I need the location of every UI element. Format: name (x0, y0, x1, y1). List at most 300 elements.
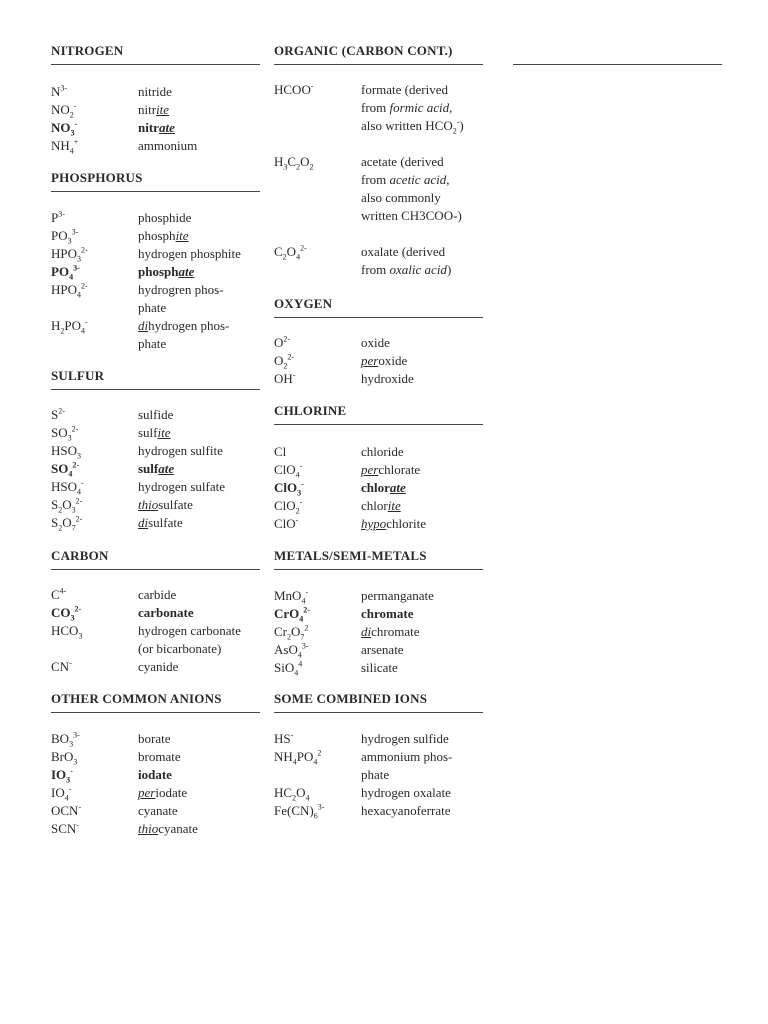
ion-name-line (361, 207, 462, 225)
formula-subscript: 7 (300, 632, 305, 642)
ion-name (138, 784, 187, 802)
formula-charge: 2 (317, 748, 322, 758)
ion-name-text: from (361, 100, 390, 115)
formula-charge: - (81, 478, 84, 488)
ion-row (51, 820, 260, 838)
emphasized-affix: ate (158, 461, 175, 476)
ion-name (361, 352, 407, 370)
ion-name-line (138, 281, 224, 299)
ion-row (274, 605, 483, 623)
ion-name-line (138, 604, 194, 622)
formula-symbol: CN (51, 659, 70, 674)
formula-charge: - (299, 461, 303, 471)
formula-subscript: 2 (295, 506, 300, 516)
ion-name (138, 658, 178, 676)
formula-subscript: 4 (69, 272, 74, 282)
section-carbon (51, 548, 260, 674)
ion-formula (51, 119, 77, 137)
ion-name-line (138, 820, 198, 838)
section-organic (274, 43, 483, 277)
formula-symbol: Fe(CN) (274, 803, 314, 818)
section-phosphorus (51, 170, 260, 351)
formula-subscript: 4 (296, 252, 301, 262)
ion-row (274, 802, 483, 820)
ion-row (51, 784, 260, 802)
formula-symbol: C (287, 154, 297, 169)
formula-charge: 2- (283, 334, 291, 344)
ion-row (51, 460, 260, 478)
formula-charge: 3- (301, 641, 309, 651)
ion-name-text: hydrogen oxalate (361, 785, 451, 800)
ion-formula (51, 83, 67, 101)
formula-symbol: HSO (51, 443, 78, 458)
ion-name (138, 748, 181, 766)
ion-row (51, 137, 260, 155)
ion-formula (274, 748, 321, 766)
formula-charge: - (290, 730, 294, 740)
ion-name-text: iodate (155, 785, 188, 800)
emphasized-affix: ate (389, 480, 406, 495)
ion-name-line (138, 478, 225, 496)
ion-name (361, 153, 462, 225)
ion-row (274, 587, 483, 605)
ion-name-text: sulf (138, 461, 159, 476)
formula-symbol: S (51, 407, 59, 422)
ion-name (361, 659, 398, 677)
ion-name-text: phosphide (138, 210, 192, 225)
ion-name-text: also written HCO (361, 118, 453, 133)
ion-name-text: COO (425, 208, 454, 223)
formula-symbol: MnO (274, 588, 302, 603)
ion-name-text: hydrogen sulfite (138, 443, 223, 458)
formula-charge: 4 (298, 659, 303, 669)
ion-name-text: hydrogen sulfide (361, 731, 449, 746)
ion-row (274, 243, 483, 277)
formula-charge: 2- (58, 406, 65, 416)
ion-name (138, 622, 241, 658)
formula-symbol: ClO (274, 480, 298, 495)
ion-name (138, 101, 169, 119)
ion-name-text: bromate (138, 749, 181, 764)
ion-name-text: written CH (361, 208, 420, 223)
formula-symbol: C (51, 587, 60, 602)
ion-name (138, 586, 176, 604)
formula-charge: 3- (317, 802, 325, 812)
ion-name-line (138, 730, 170, 748)
ion-row (274, 352, 483, 370)
section-metals-semi-metals (274, 548, 483, 678)
ion-name-text: chromate (361, 606, 414, 621)
section-heading: SOME COMBINED IONS (274, 692, 483, 713)
ion-name-line (138, 101, 169, 119)
ion-name-text: (or bicarbonate) (138, 641, 222, 656)
ion-row (274, 784, 483, 802)
ion-formula (274, 370, 295, 388)
formula-charge: 3- (60, 83, 68, 93)
ion-formula (274, 587, 308, 605)
ion-formula (274, 153, 313, 171)
ion-name-text: chlorate (378, 462, 421, 477)
ion-name-text: chlor (361, 498, 388, 513)
formula-subscript: 4 (294, 668, 299, 678)
formula-symbol: CO (51, 605, 71, 620)
ion-name (138, 514, 183, 532)
ion-formula (274, 334, 290, 352)
ion-name-text: sulfate (158, 497, 193, 512)
ion-name (138, 245, 241, 263)
formula-charge: - (69, 658, 72, 668)
ion-name-text: ammonium (138, 138, 198, 153)
ion-formula (51, 766, 73, 784)
formula-charge: - (68, 784, 72, 794)
formula-subscript: 2 (58, 505, 63, 515)
formula-symbol: O (274, 353, 284, 368)
formula-symbol: P (51, 210, 59, 225)
ion-name-line (361, 352, 407, 370)
formula-charge: 2 (304, 623, 309, 633)
ion-name-line (138, 802, 178, 820)
ion-formula (51, 442, 81, 460)
formula-subscript: 3 (67, 236, 72, 246)
ion-name-line (138, 245, 241, 263)
ion-name-text: 3 (419, 208, 426, 223)
formula-subscript: 2 (69, 110, 74, 120)
emphasized-affix: ite (157, 425, 171, 440)
ion-name-line (361, 153, 462, 171)
formula-charge: 2- (74, 604, 82, 614)
formula-symbol: S (51, 497, 59, 512)
ion-row (51, 424, 260, 442)
ion-name-text: ) (446, 262, 452, 277)
ion-name-text: carbide (138, 587, 177, 602)
formula-charge: 3- (58, 209, 65, 219)
formula-charge: 3- (73, 263, 80, 273)
ion-name (138, 227, 189, 245)
ion-formula (274, 443, 286, 461)
ion-name-line (361, 117, 464, 135)
acid-name: acetic acid (389, 172, 447, 187)
formula-subscript: 2 (292, 793, 297, 803)
ion-name (138, 442, 223, 460)
ion-name-text: oxalate (derived (361, 244, 446, 259)
formula-subscript: 4 (297, 650, 302, 660)
ion-formula (51, 245, 88, 263)
emphasized-affix: per (138, 785, 156, 800)
emphasized-affix: hypo (361, 516, 387, 531)
ion-name-line (361, 730, 449, 748)
ion-name-line (361, 748, 452, 766)
formula-symbol: CrO (274, 606, 300, 621)
emphasized-affix: ate (158, 120, 175, 135)
ion-name-text: nitr (138, 120, 159, 135)
ion-name-line (138, 424, 171, 442)
formula-charge: - (305, 587, 309, 597)
section-heading: OXYGEN (274, 297, 483, 318)
ion-name-line (138, 496, 193, 514)
formula-subscript: 2 (58, 523, 63, 533)
formula-charge: 2- (81, 245, 88, 255)
formula-subscript: 2 (283, 361, 288, 371)
ion-name-line (138, 460, 174, 478)
ion-name-line (361, 784, 451, 802)
formula-symbol: BrO (51, 749, 74, 764)
section-heading: CARBON (51, 549, 260, 570)
ion-name-line (138, 748, 181, 766)
ion-name-line (138, 335, 229, 353)
formula-subscript: 2 (452, 126, 457, 136)
ion-name-text: formate (derived (361, 82, 448, 97)
formula-subscript: 3 (78, 631, 83, 641)
formula-symbol: HC (274, 785, 293, 800)
emphasized-affix: di (138, 318, 149, 333)
formula-charge: 2- (75, 514, 83, 524)
formula-symbol: ClO (274, 498, 296, 513)
ion-name-line (361, 497, 401, 515)
ion-row (51, 730, 260, 748)
section-heading: CHLORINE (274, 404, 483, 425)
ion-name (138, 820, 198, 838)
formula-charge: 2- (72, 460, 80, 470)
ion-name-text: borate (138, 731, 171, 746)
ion-name (361, 623, 420, 641)
formula-subscript: 4 (77, 487, 82, 497)
formula-charge: 2- (300, 243, 307, 253)
formula-subscript: 3 (70, 128, 75, 138)
emphasized-affix: di (361, 624, 372, 639)
ion-name-line (138, 263, 194, 281)
blank-section (513, 44, 722, 65)
formula-symbol: IO (51, 767, 67, 782)
ion-name-line (361, 623, 420, 641)
formula-subscript: 2 (309, 162, 314, 172)
ion-name (361, 461, 420, 479)
ion-formula (274, 623, 308, 641)
ion-formula (51, 622, 82, 640)
ion-formula (51, 209, 65, 227)
ion-name-line (361, 802, 451, 820)
ion-row (274, 623, 483, 641)
ion-row (51, 766, 260, 784)
ion-name (138, 424, 171, 442)
ion-name-line (138, 766, 172, 784)
formula-symbol: O (286, 244, 297, 259)
formula-charge: 4- (59, 586, 67, 596)
formula-symbol: O (300, 154, 310, 169)
formula-symbol: HPO (51, 246, 78, 261)
ion-name-line (361, 370, 414, 388)
ion-name-line (138, 406, 173, 424)
formula-symbol: O (62, 497, 72, 512)
ion-name (138, 83, 172, 101)
section-nitrogen (51, 43, 260, 156)
emphasized-affix: di (138, 515, 149, 530)
emphasized-affix: ite (156, 102, 170, 117)
ion-name (361, 497, 401, 515)
ion-name-line (361, 171, 462, 189)
ion-name (138, 281, 224, 317)
formula-charge: - (301, 479, 304, 489)
formula-symbol: Cl (274, 444, 287, 459)
ion-formula (274, 730, 293, 748)
ion-row (274, 479, 483, 497)
section-heading: OTHER COMMON ANIONS (51, 692, 260, 713)
emphasized-affix: ite (175, 228, 189, 243)
ion-row (274, 497, 483, 515)
ion-name (138, 730, 170, 748)
ion-name (361, 802, 451, 820)
ion-formula (274, 352, 294, 370)
ion-name (138, 209, 191, 227)
formula-symbol: ClO (274, 462, 296, 477)
formula-symbol: O (62, 515, 72, 530)
ion-name-line (138, 209, 191, 227)
ion-name-text: , (449, 100, 453, 115)
ion-name-text: sulfide (138, 407, 174, 422)
ion-name-text: also commonly (361, 190, 441, 205)
ion-row (51, 245, 260, 263)
formula-symbol: BO (51, 731, 70, 746)
ion-name-line (361, 81, 464, 99)
emphasized-affix: ite (387, 498, 401, 513)
ion-name (361, 784, 451, 802)
formula-subscript: 3 (297, 488, 302, 498)
formula-subscript: 3 (66, 775, 71, 785)
ion-formula (51, 802, 81, 820)
ion-row (274, 641, 483, 659)
ion-name-text: , (446, 172, 450, 187)
ion-name (361, 334, 390, 352)
ion-name (361, 370, 414, 388)
ion-name-text: hexacyanoferrate (361, 803, 451, 818)
ion-formula (274, 461, 302, 479)
ion-name (138, 766, 172, 784)
formula-charge: 2- (287, 352, 295, 362)
ion-formula (51, 784, 71, 802)
formula-symbol: H (274, 154, 284, 169)
ion-name-text: chloride (361, 444, 404, 459)
ion-name-text: iodate (138, 767, 172, 782)
ion-name-text: ) (457, 208, 462, 223)
formula-symbol: O (274, 335, 284, 350)
formula-symbol: PO (51, 264, 70, 279)
ion-name-line (138, 442, 223, 460)
formula-symbol: O (291, 624, 301, 639)
ion-formula (51, 281, 88, 299)
ion-name-text: phosph (138, 264, 179, 279)
ion-row (274, 748, 483, 782)
formula-symbol: IO (51, 785, 65, 800)
formula-subscript: 7 (71, 523, 76, 533)
formula-subscript: 3 (69, 739, 74, 749)
formula-symbol: HSO (51, 479, 78, 494)
section-heading: ORGANIC (CARBON CONT.) (274, 44, 483, 65)
formula-charge: 2- (303, 605, 310, 615)
formula-symbol: SO (51, 425, 68, 440)
ion-name-text: chlor (361, 480, 390, 495)
emphasized-affix: ate (178, 264, 195, 279)
acid-name: formic acid (389, 100, 450, 115)
formula-charge: - (74, 119, 78, 129)
formula-subscript: 4 (301, 596, 306, 606)
formula-symbol: PO (64, 318, 82, 333)
ion-row (51, 101, 260, 119)
ion-name-text: ) (459, 118, 464, 133)
ion-name-text: chlorite (386, 516, 426, 531)
formula-symbol: HPO (51, 282, 78, 297)
formula-charge: - (85, 317, 88, 327)
ion-formula (51, 730, 80, 748)
ion-name-text: sulf (138, 425, 158, 440)
ion-name (361, 81, 464, 135)
ion-formula (274, 659, 302, 677)
ion-name-text: chromate (371, 624, 420, 639)
ion-name-line (361, 461, 420, 479)
ion-row (274, 334, 483, 352)
formula-subscript: 3 (77, 254, 82, 264)
acid-name: oxalic acid (389, 262, 447, 277)
ion-name-text: hydrogen sulfate (138, 479, 226, 494)
ion-formula (274, 497, 302, 515)
ion-formula (274, 479, 304, 497)
formula-symbol: H (51, 318, 61, 333)
formula-charge: + (73, 137, 79, 147)
formula-charge: - (456, 117, 460, 127)
formula-charge: - (78, 802, 82, 812)
ion-formula (274, 243, 307, 261)
section-chlorine (274, 403, 483, 531)
formula-subscript: 3 (73, 757, 78, 767)
formula-charge: 3- (73, 730, 80, 740)
ion-name (361, 443, 404, 461)
formula-symbol: PO (51, 228, 68, 243)
ion-formula (274, 515, 298, 533)
ion-name-line (361, 261, 451, 279)
ion-row (51, 478, 260, 496)
ion-row (51, 209, 260, 227)
formula-subscript: 4 (299, 614, 304, 624)
ion-name-line (138, 137, 197, 155)
formula-subscript: 3 (70, 613, 75, 623)
ion-formula (51, 514, 82, 532)
emphasized-affix: thio (138, 821, 159, 836)
formula-subscript: 4 (292, 757, 297, 767)
formula-subscript: 3 (67, 433, 72, 443)
formula-symbol: AsO (274, 642, 298, 657)
ion-formula (51, 227, 78, 245)
formula-charge: - (310, 81, 314, 91)
ion-row (51, 658, 260, 676)
ion-name-line (361, 334, 390, 352)
formula-subscript: 4 (305, 793, 310, 803)
ion-name-line (138, 514, 183, 532)
formula-charge: - (295, 515, 299, 525)
ion-name-text: nitride (138, 84, 172, 99)
formula-symbol: HCO (51, 623, 79, 638)
ion-name-text: ammonium phos- (361, 749, 453, 764)
ion-name-text: phosph (138, 228, 176, 243)
formula-subscript: 4 (77, 290, 82, 300)
ion-name-line (361, 99, 464, 117)
ion-name (361, 515, 426, 533)
ion-row (51, 586, 260, 604)
section-heading: SULFUR (51, 369, 260, 390)
ion-formula (51, 137, 78, 155)
ion-name (361, 748, 452, 784)
formula-symbol: OH (274, 371, 293, 386)
section-heading: NITROGEN (51, 44, 260, 65)
formula-subscript: 2 (60, 326, 65, 336)
ion-formula (51, 586, 66, 604)
